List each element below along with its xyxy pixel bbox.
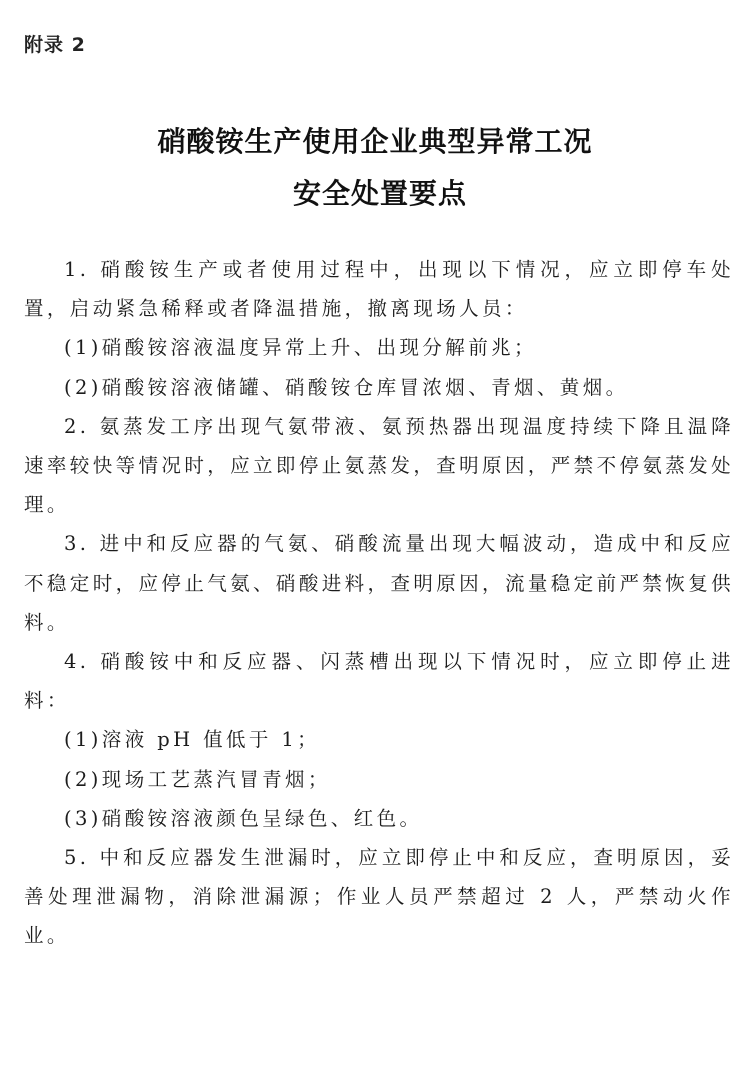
section-4-item-1: (1)溶液 pH 值低于 1； — [63, 728, 321, 752]
title-line-2: 安全处置要点 — [292, 177, 467, 210]
appendix-label: 附录 2 — [24, 34, 86, 56]
document-title — [0, 116, 750, 220]
title-line-1: 硝酸铵生产使用企业典型异常工况 — [157, 125, 593, 158]
section-1-item-1: (1)硝酸铵溶液温度异常上升、出现分解前兆； — [63, 336, 537, 360]
section-5-paragraph: 5. 中和反应器发生泄漏时，应立即停止中和反应，查明原因，妥善处理泄漏物，消除泄漏源；作业人员严禁超过 2 人，严禁动火作业。 — [24, 846, 734, 948]
document-body — [24, 250, 734, 956]
section-3-paragraph: 3. 进中和反应器的气氨、硝酸流量出现大幅波动，造成中和反应不稳定时，应停止气氨、硝酸进料，查明原因，流量稳定前严禁恢复供料。 — [24, 532, 734, 634]
section-4-item-3: (3)硝酸铵溶液颜色呈绿色、红色。 — [63, 806, 423, 830]
section-1-paragraph: 1. 硝酸铵生产或者使用过程中，出现以下情况，应立即停车处置，启动紧急稀释或者降温措施，撤离现场人员： — [24, 258, 734, 321]
section-4-paragraph: 4. 硝酸铵中和反应器、闪蒸槽出现以下情况时，应立即停止进料： — [24, 650, 734, 713]
section-2-paragraph: 2. 氨蒸发工序出现气氨带液、氨预热器出现温度持续下降且温降速率较快等情况时，应立即停止氨蒸发，查明原因，严禁不停氨蒸发处理。 — [24, 414, 734, 517]
section-1-item-2: (2)硝酸铵溶液储罐、硝酸铵仓库冒浓烟、青烟、黄烟。 — [63, 375, 629, 399]
section-4-item-2: (2)现场工艺蒸汽冒青烟； — [63, 767, 331, 791]
